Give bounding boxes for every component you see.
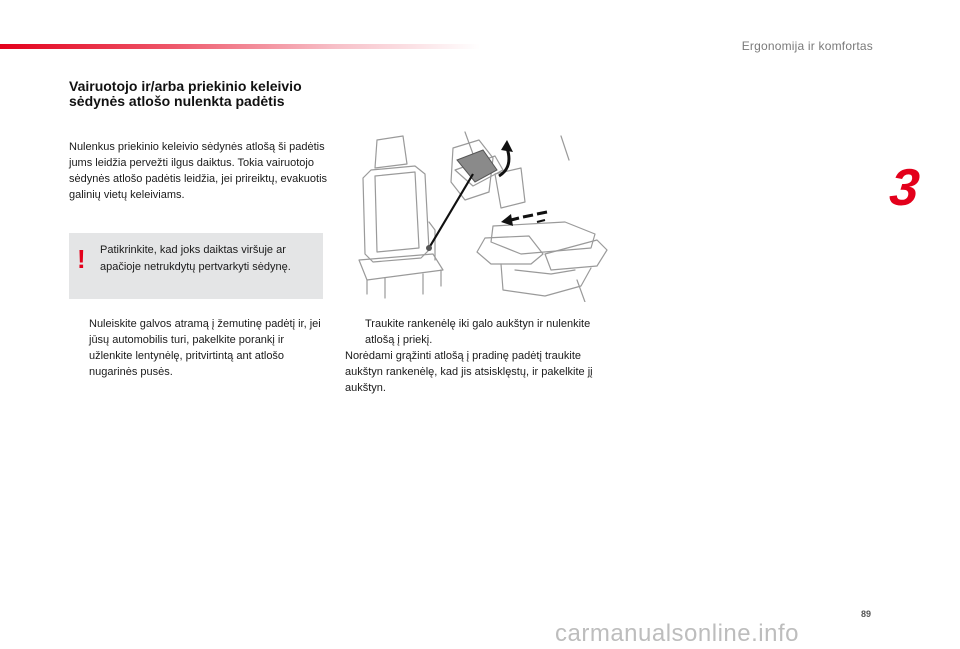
warning-text: Patikrinkite, kad joks daiktas viršuje ar apačioje netrukdytų pertvarkyti sėdynę.	[100, 244, 291, 273]
warning-box	[69, 233, 323, 299]
instruction-step	[69, 316, 329, 380]
page-number: 89	[860, 609, 871, 619]
header-accent-bar	[0, 44, 480, 49]
watermark: carmanualsonline.info	[555, 620, 799, 647]
chapter-number: 3	[886, 159, 922, 217]
header-section-title: Ergonomija ir komfortas	[741, 39, 873, 53]
restore-note: Norėdami grąžinti atlošą į pradinę padėtį traukite aukštyn rankenėlę, kad jis atsisklęstų, ir pakelkite jį aukštyn.	[345, 350, 593, 394]
instruction-step	[345, 316, 595, 348]
seat-fold-illustration	[345, 130, 613, 302]
step-text: Nuleiskite galvos atramą į žemutinę padėtį ir, jei jūsų automobilis turi, pakelkite porankį ir užlenkite lentynėlę, pritvirtintą ant atlošo nugarinės pusės.	[89, 318, 321, 378]
page-title: Vairuotojo ir/arba priekinio keleivio sėdynės atlošo nulenkta padėtis	[69, 78, 302, 109]
intro-paragraph: Nulenkus priekinio keleivio sėdynės atlošą ši padėtis jums leidžia pervežti ilgus daiktus. Tokia vairuotojo sėdynės atlošo padėtis leidžia, jei prireiktų, evakuotis galinių vietų keleiviams.	[69, 141, 328, 201]
warning-exclamation-icon: !	[77, 244, 86, 274]
step-text: Traukite rankenėlę iki galo aukštyn ir nulenkite atlošą į priekį.	[365, 318, 591, 346]
